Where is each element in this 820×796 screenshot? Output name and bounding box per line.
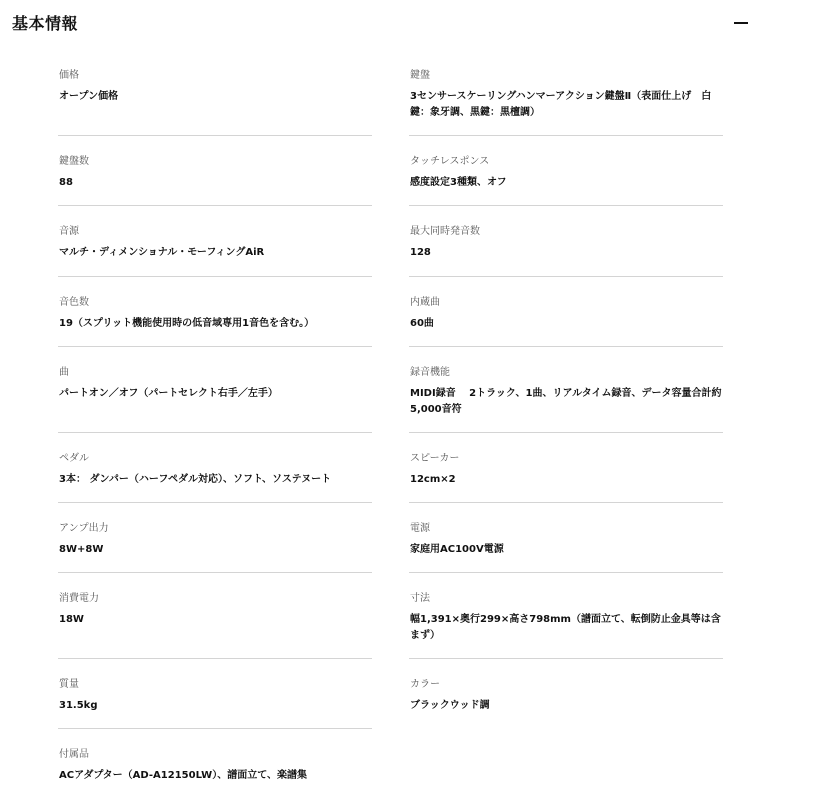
spec-label: アンプ出力 xyxy=(59,523,109,534)
spec-value: 128 xyxy=(410,247,431,258)
spec-label: 寸法 xyxy=(410,593,430,604)
spec-label: 音色数 xyxy=(59,297,89,308)
spec-item-recording xyxy=(409,347,723,433)
minus-icon[interactable] xyxy=(734,22,748,24)
spec-value: 家庭用AC100V電源 xyxy=(410,544,504,555)
spec-label: 最大同時発音数 xyxy=(410,226,480,237)
spec-value: 60曲 xyxy=(410,318,434,329)
spec-value: 88 xyxy=(59,177,73,188)
spec-label: 質量 xyxy=(59,679,79,690)
spec-item-accessories xyxy=(58,729,372,794)
spec-value: オープン価格 xyxy=(59,91,119,102)
spec-item-speakers xyxy=(409,433,723,503)
spec-value: マルチ・ディメンショナル・モーフィングAiR xyxy=(59,247,265,258)
spec-item-keyboard xyxy=(409,58,723,136)
spec-label: 内蔵曲 xyxy=(410,297,440,308)
spec-label: 付属品 xyxy=(59,749,89,760)
spec-column-left xyxy=(58,58,372,794)
spec-label: 録音機能 xyxy=(410,367,450,378)
spec-column-right xyxy=(409,58,723,729)
spec-item-power-source xyxy=(409,503,723,573)
spec-value: 31.5kg xyxy=(59,700,98,711)
spec-item-sound-source xyxy=(58,206,372,277)
spec-label: 鍵盤 xyxy=(410,70,430,81)
spec-value: 18W xyxy=(59,614,84,625)
spec-label: 価格 xyxy=(59,70,79,81)
spec-item-polyphony xyxy=(409,206,723,277)
spec-label: カラー xyxy=(410,679,440,690)
spec-label: 電源 xyxy=(410,523,430,534)
spec-label: 消費電力 xyxy=(59,593,99,604)
spec-value: 8W+8W xyxy=(59,544,104,555)
spec-label: ペダル xyxy=(59,453,89,464)
spec-label: 鍵盤数 xyxy=(59,156,89,167)
section-title: 基本情報 xyxy=(12,14,79,33)
spec-value: 3本： ダンパー（ハーフペダル対応）、ソフト、ソステヌート xyxy=(59,474,332,485)
spec-item-dimensions xyxy=(409,573,723,659)
spec-item-amp-output xyxy=(58,503,372,573)
spec-item-touch-response xyxy=(409,136,723,206)
section-header xyxy=(0,0,820,44)
spec-value: MIDI録音 2トラック、1曲、リアルタイム録音、データ容量合計約5,000音符 xyxy=(410,388,722,415)
spec-item-price xyxy=(58,58,372,136)
spec-item-keys xyxy=(58,136,372,206)
spec-value: 3センサースケーリングハンマーアクション鍵盤Ⅱ（表面仕上げ 白鍵：象牙調、黒鍵：黒檀調） xyxy=(410,91,712,118)
spec-value: ブラックウッド調 xyxy=(410,700,490,711)
spec-value: 12cm×2 xyxy=(410,474,456,485)
spec-value: 幅1,391×奥行299×高さ798mm（譜面立て、転倒防止金具等は含まず） xyxy=(410,614,721,641)
spec-item-weight xyxy=(58,659,372,729)
spec-value: 感度設定3種類、オフ xyxy=(410,177,507,188)
spec-label: スピーカー xyxy=(410,453,460,464)
spec-item-power-consumption xyxy=(58,573,372,659)
spec-value: ACアダプター（AD-A12150LW）、譜面立て、楽譜集 xyxy=(59,770,308,781)
spec-value: パートオン／オフ（パートセレクト右手／左手） xyxy=(59,388,278,399)
spec-value: 19（スプリット機能使用時の低音域専用1音色を含む。） xyxy=(59,318,315,329)
spec-item-color xyxy=(409,659,723,729)
spec-item-songs xyxy=(58,347,372,433)
spec-item-built-in-songs xyxy=(409,277,723,347)
spec-label: 音源 xyxy=(59,226,79,237)
spec-label: タッチレスポンス xyxy=(410,156,490,167)
spec-label: 曲 xyxy=(59,367,69,378)
spec-item-tones xyxy=(58,277,372,347)
spec-item-pedals xyxy=(58,433,372,503)
